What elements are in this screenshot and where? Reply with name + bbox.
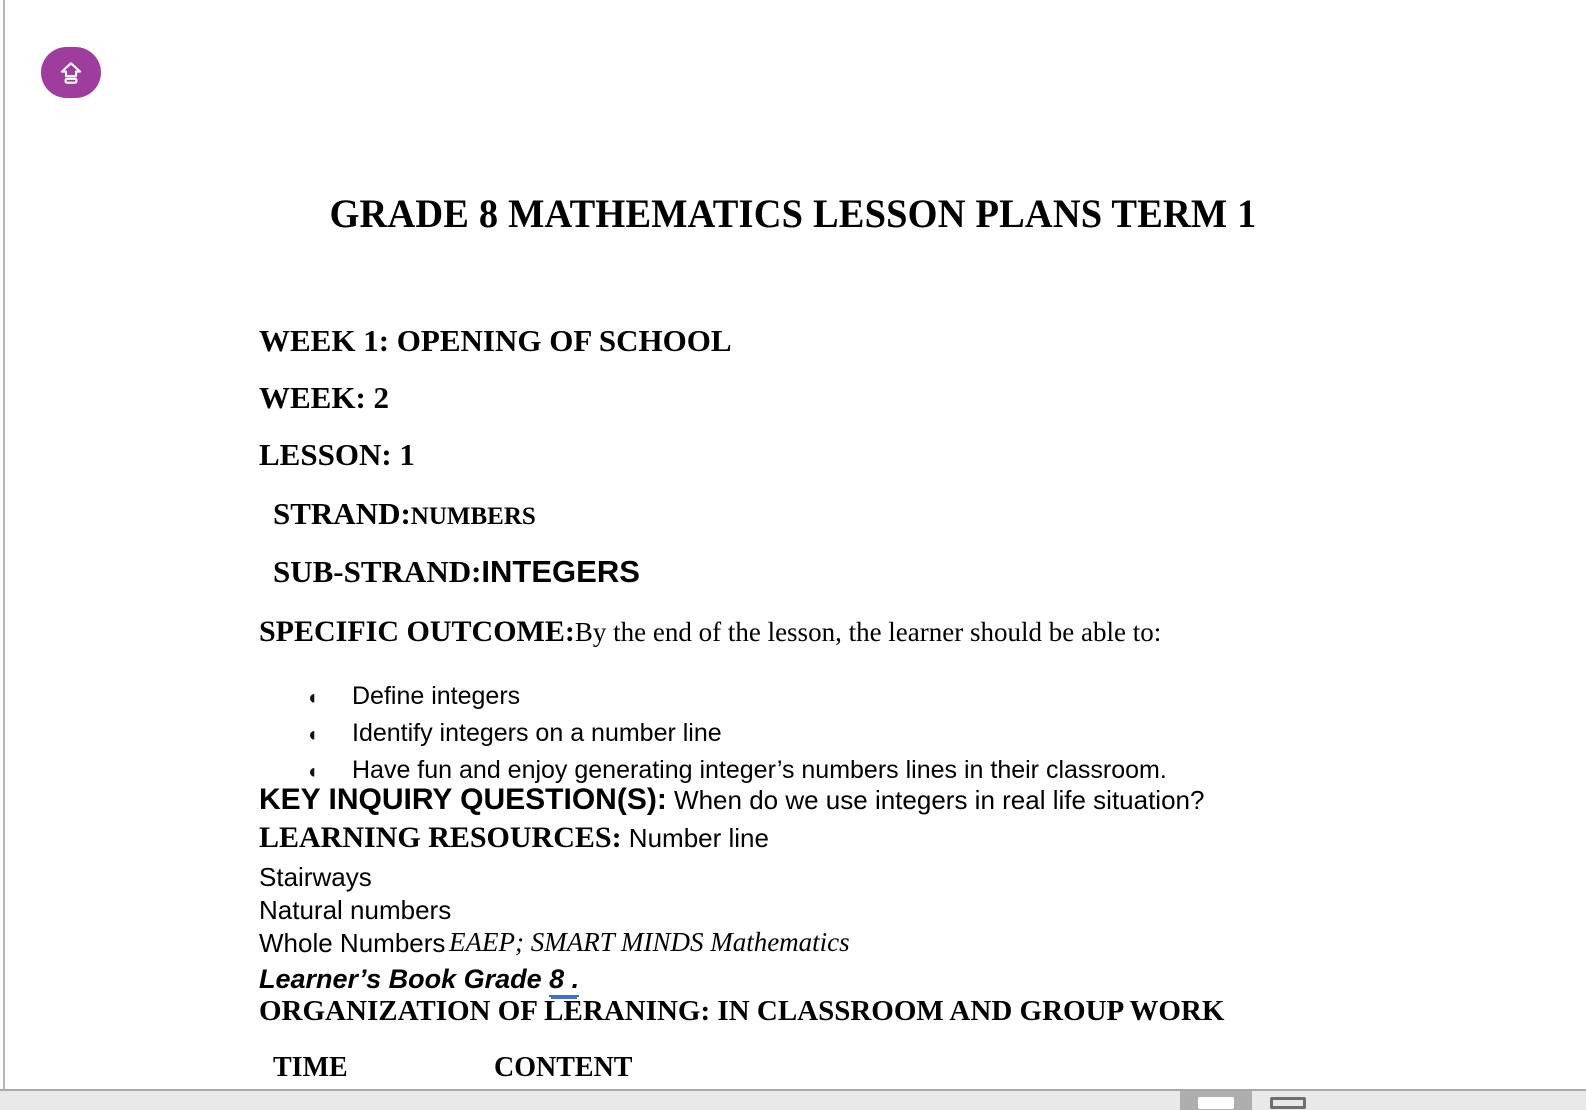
substrand-value: INTEGERS: [481, 554, 640, 589]
lesson-line: LESSON: 1: [259, 437, 415, 472]
textbook-publisher: EAEP; SMART MINDS Mathematics: [449, 927, 850, 957]
bottom-status-bar: [0, 1089, 1586, 1110]
key-inquiry-question-line: [259, 785, 1204, 815]
week-opening-line: WEEK 1: OPENING OF SCHOOL: [259, 323, 732, 358]
organization-of-learning-line: ORGANIZATION OF LERANING: IN CLASSROOM AND GROUP WORK: [259, 995, 1225, 1027]
list-item-label: Define integers: [352, 682, 521, 710]
objectives-list: [300, 682, 1400, 793]
learning-resources-value: Number line: [621, 823, 769, 853]
list-item-label: Have fun and enjoy generating integer’s numbers lines in their classroom.: [352, 756, 1167, 784]
resource-item-whole-numbers: Whole Numbers: [259, 928, 446, 958]
resource-item-stairways: Stairways: [259, 862, 372, 892]
key-inquiry-question-value: When do we use integers in real life situation?: [666, 785, 1205, 815]
strand-value: NUMBERS: [410, 503, 536, 530]
upload-icon: [57, 59, 85, 87]
list-item-label: Identify integers on a number line: [352, 719, 722, 747]
view-mode-group: [1180, 1091, 1324, 1110]
page-title: GRADE 8 MATHEMATICS LESSON PLANS TERM 1: [329, 191, 1257, 236]
bullet-icon: ◖: [306, 687, 319, 709]
learning-resources-label: LEARNING RESOURCES:: [259, 821, 622, 854]
zoom-slider-handle[interactable]: [280, 1092, 306, 1110]
specific-outcome-label: SPECIFIC OUTCOME:: [259, 615, 575, 648]
table-column-header-content: CONTENT: [494, 1052, 633, 1083]
upload-fab-button[interactable]: [41, 47, 101, 98]
learning-resources-line: [259, 823, 769, 853]
bullet-icon: ◖: [306, 761, 319, 783]
view-mode-button-selected[interactable]: [1180, 1091, 1252, 1110]
strand-label: STRAND:: [273, 496, 411, 531]
list-item: [300, 682, 1400, 719]
textbook-reference: [259, 966, 579, 993]
table-column-header-time: TIME: [273, 1052, 348, 1083]
bullet-icon: ◖: [306, 724, 319, 746]
view-mode-button-alternate[interactable]: [1252, 1091, 1324, 1110]
textbook-reference-prefix: Learner’s Book Grade: [259, 964, 550, 994]
document-page: [5, 0, 1586, 1089]
page-view-icon: [1198, 1097, 1234, 1109]
textbook-reference-grade: 8 .: [549, 964, 579, 997]
specific-outcome-value: By the end of the lesson, the learner should be able to:: [574, 617, 1162, 647]
strand-line: [273, 498, 536, 529]
list-item: [300, 719, 1400, 756]
substrand-label: SUB-STRAND:: [273, 554, 482, 589]
key-inquiry-question-label: KEY INQUIRY QUESTION(S):: [259, 783, 667, 816]
substrand-line: [273, 556, 640, 587]
page-view-alternate-icon: [1270, 1097, 1306, 1109]
resource-item-natural-numbers: Natural numbers: [259, 895, 452, 925]
specific-outcome-line: [259, 617, 1161, 647]
week-line: WEEK: 2: [259, 380, 390, 415]
